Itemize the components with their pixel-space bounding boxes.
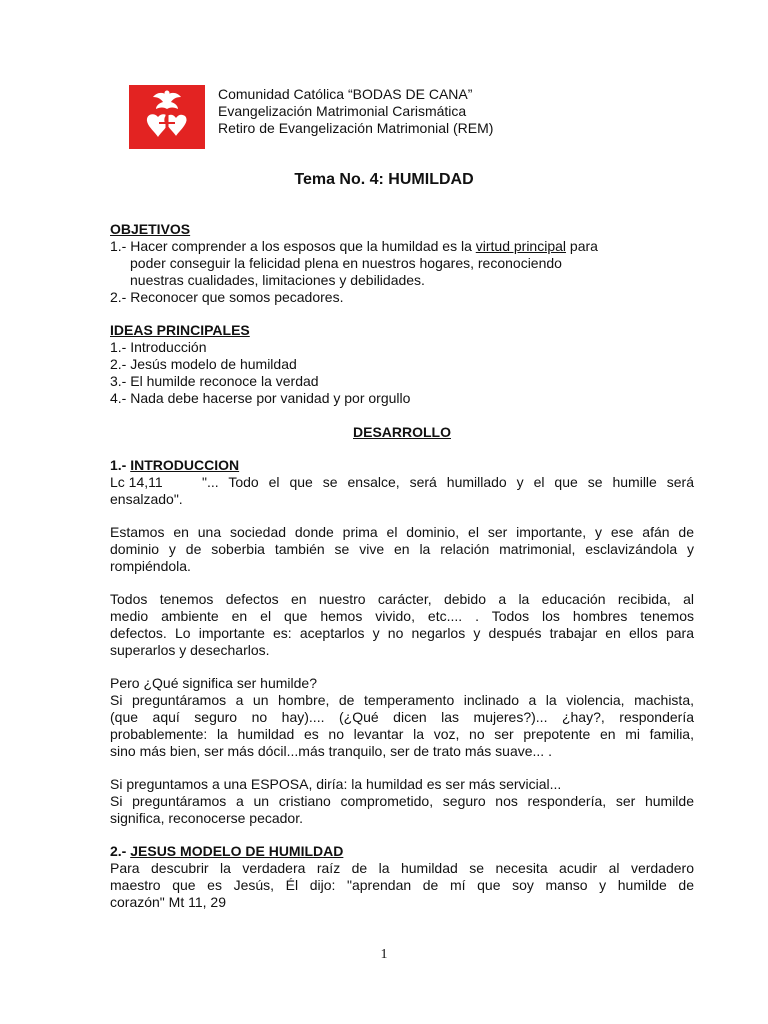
main-ideas-heading: IDEAS PRINCIPALES [110, 322, 250, 338]
paragraph-line: probablemente: la humildad es no levantar la voz, no ser prepotente en mi familia, [110, 726, 694, 742]
community-logo [129, 85, 205, 149]
introduction-heading [110, 457, 694, 474]
introduction-section [110, 457, 694, 508]
scripture-quote [110, 474, 694, 491]
paragraph-line: corazón" Mt 11, 29 [110, 894, 226, 910]
scripture-text: "... Todo el que se ensalce, será humillado y el que se humille será [202, 474, 694, 490]
objective-1-text: 1.- Hacer comprender a los esposos que la humildad es la [110, 238, 476, 254]
paragraph-line: Para descubrir la verdadera raíz de la humildad se necesita acudir al verdadero [110, 860, 694, 876]
page-number: 1 [380, 947, 388, 962]
paragraph-line: Si preguntáramos a un cristiano comprometido, seguro nos respondería, ser humilde [110, 793, 694, 809]
jesus-model-heading [110, 843, 694, 860]
objective-1-line3: nuestras cualidades, limitaciones y debilidades. [130, 272, 425, 288]
paragraph-line: Todos tenemos defectos en nuestro carácter, debido a la educación recibida, al [110, 591, 694, 607]
objective-1-tail: para [566, 238, 598, 254]
paragraph-line: Pero ¿Qué significa ser humilde? [110, 675, 317, 691]
paragraph-line: medio ambiente en el que hemos vivido, etc.... . Todos los hombres tenemos [110, 608, 694, 624]
section-number: 1.- [110, 457, 131, 473]
jesus-model-section [110, 843, 694, 911]
main-ideas-section [110, 322, 694, 407]
paragraph-line: rompiéndola. [110, 558, 191, 574]
paragraph-line: Estamos en una sociedad donde prima el dominio, el ser importante, y ese afán de [110, 524, 694, 540]
header-community: Comunidad Católica “BODAS DE CANA” [218, 86, 473, 102]
paragraph-society [110, 524, 694, 575]
section-number: 2.- [110, 843, 131, 859]
objective-1-underlined: virtud principal [475, 238, 567, 254]
objective-1 [110, 238, 694, 255]
paragraph-line: dominio y de soberbia también se vive en la relación matrimonial, esclavizándola y [110, 541, 694, 557]
paragraph-line: Si preguntamos a una ESPOSA, diría: la humildad es ser más servicial... [110, 776, 562, 792]
header-block [218, 86, 493, 137]
main-idea-item: 1.- Introducción [110, 339, 207, 355]
jesus-model-title: JESUS MODELO DE HUMILDAD [130, 843, 344, 859]
paragraph-line: Si preguntáramos a un hombre, de temperamento inclinado a la violencia, machista, [110, 692, 694, 708]
main-idea-item: 3.- El humilde reconoce la verdad [110, 373, 319, 389]
dove-hearts-icon [129, 85, 205, 149]
main-idea-item: 2.- Jesús modelo de humildad [110, 356, 297, 372]
development-heading: DESARROLLO [353, 424, 451, 440]
page-title: Tema No. 4: HUMILDAD [294, 171, 474, 188]
objective-1-line2: poder conseguir la felicidad plena en nuestros hogares, reconociendo [130, 255, 562, 271]
paragraph-line: (que aquí seguro no hay).... (¿Qué dicen las mujeres?)... ¿hay?, respondería [110, 709, 694, 725]
paragraph-line: maestro que es Jesús, Él dijo: "aprendan de mí que soy manso y humilde de [110, 877, 694, 893]
paragraph-defects [110, 591, 694, 659]
paragraph-line: sino más bien, ser más dócil...más tranquilo, ser de trato más suave... . [110, 743, 552, 759]
objective-2: 2.- Reconocer que somos pecadores. [110, 289, 344, 305]
objectives-heading: OBJETIVOS [110, 221, 191, 237]
scripture-text-line2: ensalzado". [110, 491, 183, 507]
header-retreat: Retiro de Evangelización Matrimonial (REM) [218, 120, 494, 136]
paragraph-line: significa, reconocerse pecador. [110, 810, 303, 826]
scripture-reference: Lc 14,11 [110, 474, 163, 490]
objectives-section [110, 221, 694, 306]
introduction-title: INTRODUCCION [130, 457, 240, 473]
main-idea-item: 4.- Nada debe hacerse por vanidad y por orgullo [110, 390, 411, 406]
paragraph-line: superarlos y desecharlos. [110, 642, 270, 658]
header-evangelization: Evangelización Matrimonial Carismática [218, 103, 467, 119]
paragraph-humility-question [110, 675, 694, 760]
paragraph-wife-christian [110, 776, 694, 827]
paragraph-line: defectos. Lo importante es: aceptarlos y no negarlos y después trabajar en ellos para [110, 625, 694, 641]
